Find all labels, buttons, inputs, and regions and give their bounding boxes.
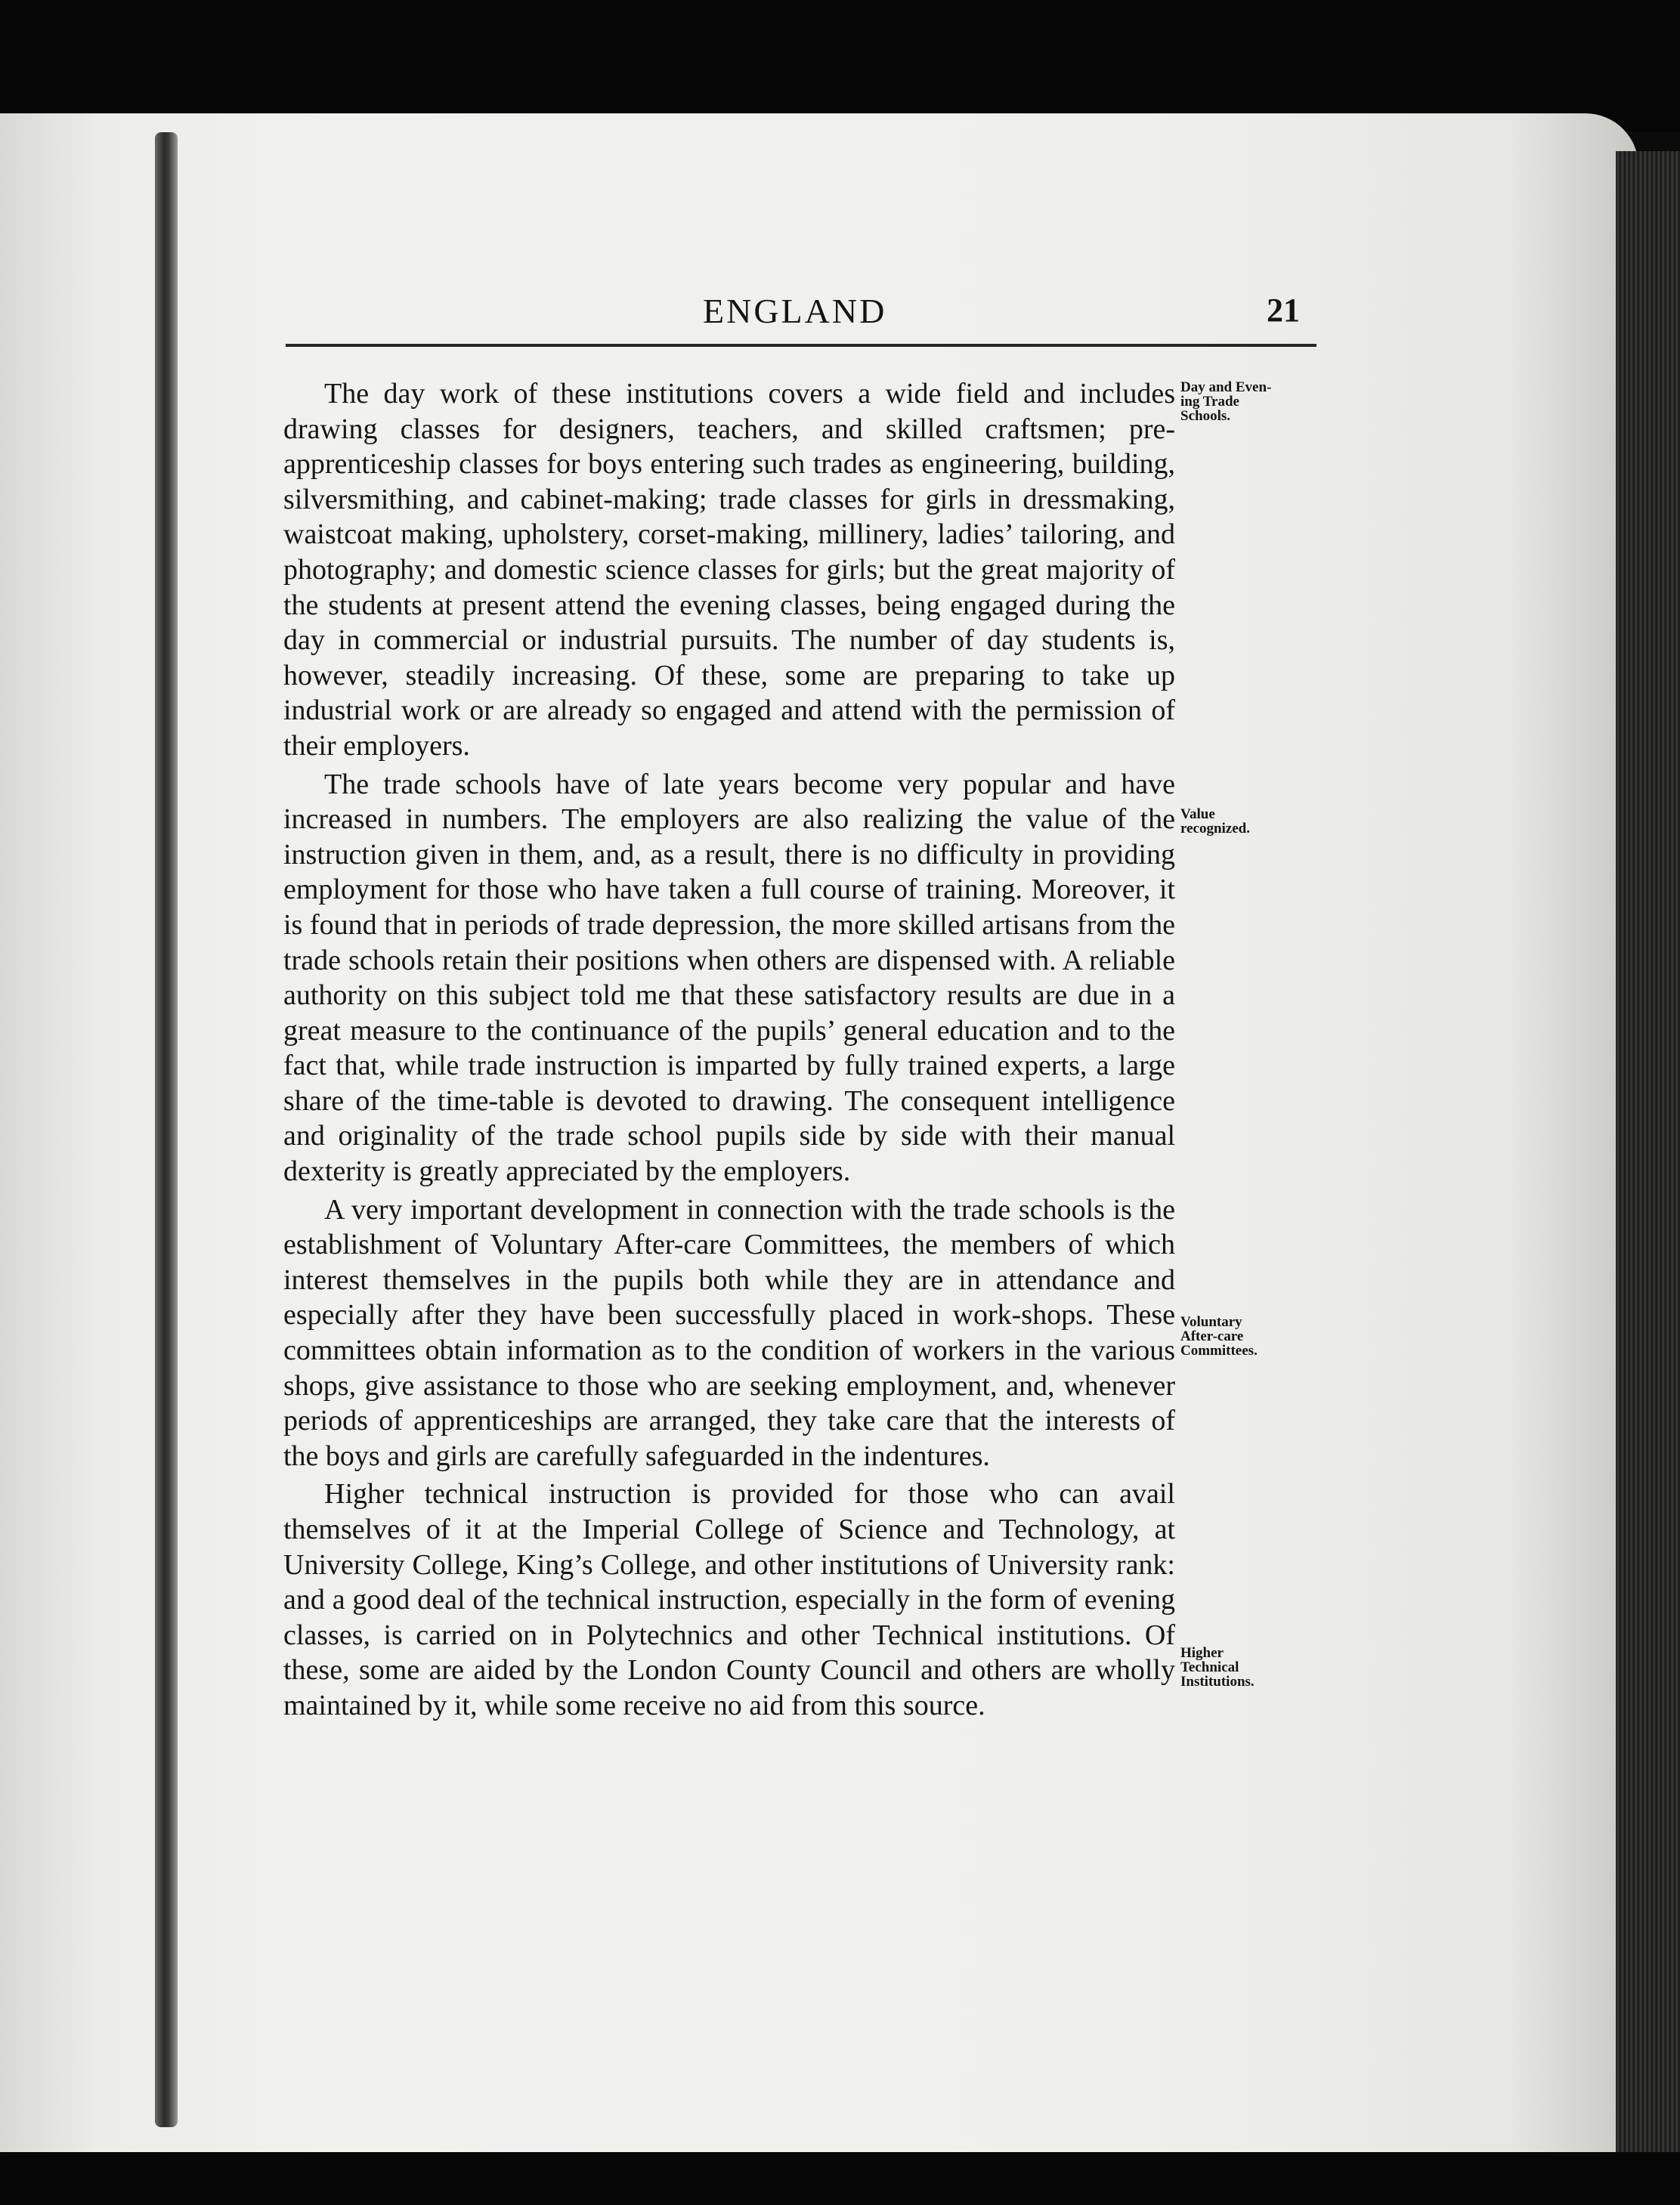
page-stack-edge <box>1616 151 1680 2161</box>
margin-note-line: Value <box>1180 806 1215 822</box>
margin-note-day-and-evening-trade-schools <box>1180 380 1271 423</box>
margin-note-higher-technical-institutions <box>1180 1646 1255 1689</box>
margin-note-line: recognized. <box>1180 821 1250 837</box>
running-head <box>287 291 1315 344</box>
scanner-background-bottom <box>0 2152 1680 2205</box>
paragraph-higher-technical-institutions: Higher technical instruction is provided for those who can avail themselves of it at the Imperial College of Science and Technology, at University College, King’s College, and other institutions of University rank: and a good deal of the technical instruction, especially in the form of evening classes, is carried on in Polytechnics and other Technical institutions. Of these, some are aided by the London County Council and others are wholly maintained by it, while some receive no aid from this source. <box>283 1478 1175 1721</box>
paragraph-voluntary-after-care-committees: A very important development in connection with the trade schools is the establishment of Voluntary After-care Committees, the members of which interest themselves in the pupils both while they are in attendance and especially after they have been successfully placed in work-shops. These committees obtain information as to the condition of workers in the various shops, give assistance to those who are seeking employment, and, whenever periods of apprenticeships are arranged, they take care that the interests of the boys and girls are carefully safeguarded in the indentures. <box>283 1193 1175 1472</box>
body-text <box>283 376 1175 1727</box>
margin-note-line: Committees. <box>1180 1343 1258 1359</box>
margin-note-line: Institutions. <box>1180 1674 1255 1690</box>
margin-note-line: Voluntary <box>1180 1314 1242 1330</box>
paragraph-value-recognized: The trade schools have of late years become very popular and have increased in numbers. The employers are also realizing the value of the instruction given in them, and, as a result, there is no difficulty in providing employment for those who have taken a full course of training. Moreover, it is found that in periods of trade depression, the more skilled artisans from the trade schools retain their positions when others are dispensed with. A reliable authority on this subject told me that these satisfactory results are due in a great measure to the continuance of the pupils’ general education and to the fact that, while trade instruction is imparted by fully trained experts, a large share of the time-table is devoted to drawing. The consequent intelligence and originality of the trade school pupils side by side with their manual dexterity is greatly appreciated by the employers. <box>283 768 1175 1188</box>
book-gutter <box>155 132 178 2127</box>
page-number: 21 <box>1267 292 1300 329</box>
paragraph-day-and-evening-trade-schools: The day work of these institutions covers a wide field and includes drawing classes for designers, teachers, and skilled craftsmen; pre-apprenticeship classes for boys entering such trades as engineering, building, silversmithing, and cabinet-making; trade classes for girls in dressmaking, waistcoat making, upholstery, corset-making, millinery, ladies’ tailoring, and photography; and domestic science classes for girls; but the great majority of the students at present attend the evening classes, being engaged during the day in commercial or industrial pursuits. The number of day students is, however, steadily increasing. Of these, some are preparing to take up industrial work or are already so engaged and attend with the permission of their employers. <box>283 378 1175 762</box>
margin-note-line: Higher <box>1180 1645 1224 1661</box>
running-head-title: ENGLAND <box>703 292 887 330</box>
margin-note-line: After-care <box>1180 1328 1244 1344</box>
margin-note-voluntary-after-care-committees <box>1180 1315 1258 1358</box>
margin-note-line: Day and Even- <box>1180 379 1272 395</box>
header-rule <box>286 344 1316 347</box>
margin-note-line: Technical <box>1180 1659 1239 1675</box>
margin-note-value-recognized <box>1180 807 1250 836</box>
margin-note-line: Schools. <box>1180 408 1230 424</box>
margin-note-line: ing Trade <box>1180 394 1239 410</box>
scanner-background-top <box>0 0 1680 132</box>
